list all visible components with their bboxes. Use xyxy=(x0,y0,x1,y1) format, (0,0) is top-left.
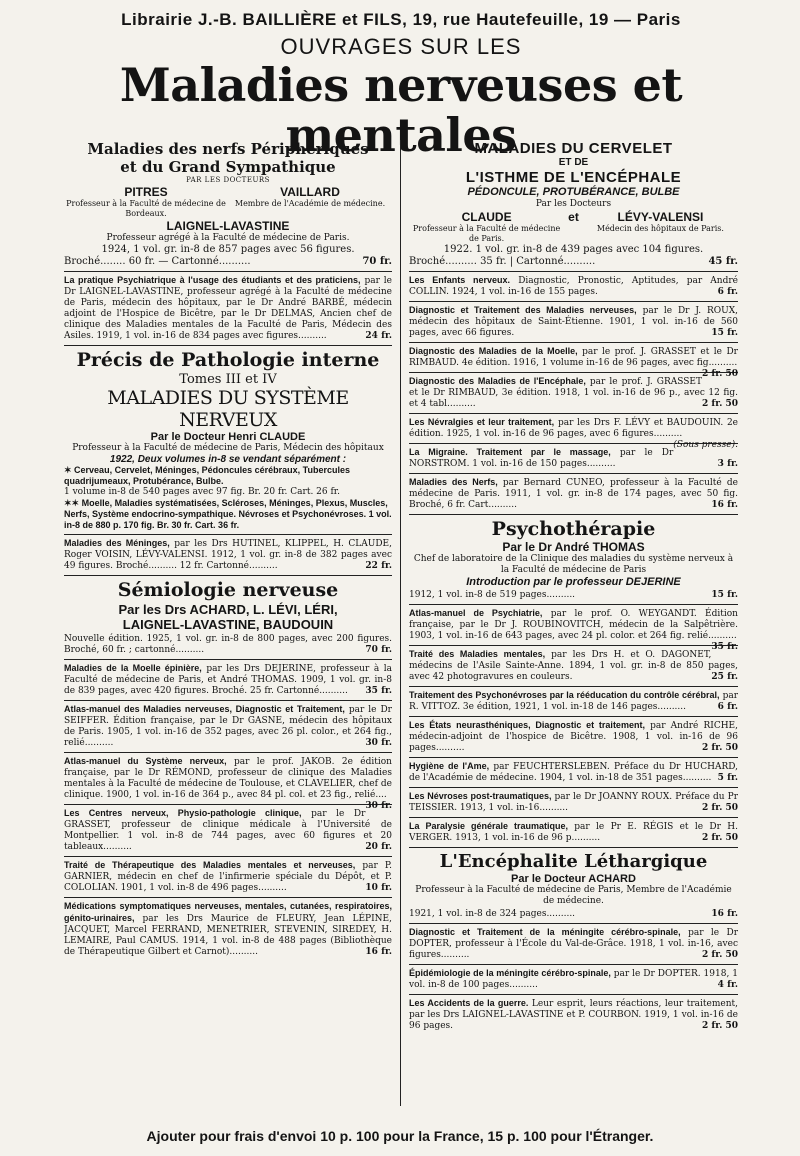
entry-text: Diagnostic, Pronostic, Aptitudes, par André COLLIN. 1924, 1 vol. in-16 de 155 pages. xyxy=(409,276,738,297)
right-b1-par: Par les Docteurs xyxy=(535,199,612,209)
entry-price: 16 fr. xyxy=(365,947,392,957)
book-entry xyxy=(64,808,392,853)
entry-text: par FEUCHTERSLEBEN. Préface du Dr HUCHARD, de l'Académie de médecine. 1904, 1 vol. in-18 de 351 pages.......... xyxy=(409,762,738,783)
divider xyxy=(64,700,392,701)
book-entry xyxy=(64,756,392,811)
entry-text: par le prof. J. GRASSET et le Dr RIMBAUD, 3e édition. 1918, 1 vol. in-16 de 96 p., avec 12 fig. et 4 tabl.......... xyxy=(409,377,738,409)
book-entry xyxy=(409,761,738,784)
divider xyxy=(64,897,392,898)
volume-2: ✶✶ Moelle, Maladies systématisées, Scléroses, Méninges, Plexus, Muscles, Nerfs, Système endocrino-sympathique. Névroses et Psychonévroses. 1 vol. in-8 de 880 p. 170 fig. Br. 30 fr. Cart. 36 fr. xyxy=(64,498,392,530)
author-aff: Professeur à la Faculté de médecine de Bordeaux. xyxy=(66,199,226,218)
left-b3-authors2: LAIGNEL-LAVASTINE, BAUDOUIN xyxy=(122,617,334,632)
entry-price: 16 fr. xyxy=(711,909,738,919)
divider xyxy=(64,659,392,660)
entry-title: La pratique Psychiatrique à l'usage des étudiants et des praticiens, xyxy=(64,275,361,285)
entry-price: 30 fr. xyxy=(365,738,392,748)
header-sur-les: OUVRAGES SUR LES xyxy=(280,34,522,59)
entry-title: Maladies des Méninges, xyxy=(64,538,170,548)
book-entry xyxy=(64,663,392,697)
entry-title: Les Centres nerveux, Physio-pathologie clinique, xyxy=(64,808,302,818)
entry-price: 22 fr. xyxy=(365,561,392,571)
divider xyxy=(409,787,738,788)
book-entry xyxy=(409,649,738,683)
right-b1-title4: PÉDONCULE, PROTUBÉRANCE, BULBE xyxy=(467,186,680,198)
entry-price: 2 fr. 50 xyxy=(702,399,738,409)
price-label: Broché........ 60 fr. — Cartonné.......... xyxy=(64,256,251,267)
divider xyxy=(409,964,738,965)
divider xyxy=(64,804,392,805)
entry-text: par les Drs F. LÉVY et BAUDOUIN. 2e édition. 1925, 1 vol. in-16 de 96 pages, avec 6 figures.......... xyxy=(409,418,738,439)
entry-price: 6 fr. xyxy=(717,702,738,712)
author-aff: Professeur à la Faculté de médecine de Paris. xyxy=(412,224,561,243)
divider xyxy=(409,301,738,302)
divider xyxy=(409,716,738,717)
book-entry xyxy=(64,538,392,572)
entry-title: Atlas-manuel des Maladies nerveuses, Diagnostic et Traitement, xyxy=(64,704,345,714)
entry-title: Les Névralgies et leur traitement, xyxy=(409,417,555,427)
entry-price: 15 fr. xyxy=(711,590,738,600)
right-b1-title2: ET DE xyxy=(558,157,589,168)
book-entry xyxy=(409,477,738,511)
author-name: VAILLARD xyxy=(280,185,340,199)
entry-text: par le Dr NORSTROM. 1 vol. in-16 de 150 pages.......... xyxy=(409,448,674,469)
price: 45 fr. xyxy=(708,256,738,267)
entry-price: (Sous presse). xyxy=(673,440,738,450)
entry-title: Maladies de la Moelle épinière, xyxy=(64,663,202,673)
entry-price: 2 fr. 50 xyxy=(702,1021,738,1031)
left-b3-title: Sémiologie nerveuse xyxy=(117,579,339,601)
entry-text: par le Dr GRASSET, professeur de clinique médicale à l'Université de Montpellier. 1 vol. in-8 de 744 pages, avec 60 figures et 20 tableaux.......... xyxy=(64,809,392,852)
right-b1-title1: MALADIES DU CERVELET xyxy=(474,140,673,157)
entry-text: par P. GARNIER, médecin en chef de l'infirmerie spéciale du Dépôt, et P. COLOLIAN. 1901, 1 vol. in-8 de 496 pages.......... xyxy=(64,861,392,893)
entry-price: 10 fr. xyxy=(365,883,392,893)
book-entry xyxy=(64,901,392,958)
author-name: CLAUDE xyxy=(461,210,512,224)
divider xyxy=(409,342,738,343)
author-laignel: LAIGNEL-LAVASTINE xyxy=(166,219,290,233)
book-entry xyxy=(409,968,738,991)
divider xyxy=(64,856,392,857)
entry-text: par André RICHE, médecin-adjoint de l'hospice de Bicêtre. 1908, 1 vol. in-16 de 96 pages.......... xyxy=(409,721,738,753)
author-et: et xyxy=(568,210,579,224)
left-b3-authors1: Par les Drs ACHARD, L. LÉVI, LÉRI, xyxy=(118,602,338,617)
entry-text: Leur esprit, leurs réactions, leur traitement, par les Drs LAIGNEL-LAVASTINE et P. COURBON. 1919, 1 vol. in-16 de 96 pages. xyxy=(409,999,738,1031)
author-vaillard xyxy=(228,185,392,219)
entry-price: 2 fr. 50 xyxy=(702,369,738,379)
book-entry xyxy=(409,346,738,379)
book-entry xyxy=(409,305,738,339)
author-claude xyxy=(409,210,564,244)
left-b1-par: PAR LES DOCTEURS xyxy=(186,176,270,184)
right-b3-pub xyxy=(409,909,738,920)
catalogue-page xyxy=(0,10,800,1156)
right-column xyxy=(401,140,738,1106)
author-name: LÉVY-VALENSI xyxy=(617,210,704,224)
author-pitres xyxy=(64,185,228,219)
entry-title: La Migraine. Traitement par le massage, xyxy=(409,447,611,457)
book-entry xyxy=(64,704,392,749)
right-b1-title3: L'ISTHME DE L'ENCÉPHALE xyxy=(465,169,682,186)
divider xyxy=(409,645,738,646)
left-b2-subtitle: MALADIES DU SYSTÈME NERVEUX xyxy=(107,387,349,431)
entry-text: Nouvelle édition. 1925, 1 vol. gr. in-8 de 800 pages, avec 200 figures. Broché, 60 fr. ; cartonné.......... xyxy=(64,634,392,655)
left-b2-aff: Professeur à la Faculté de médecine de Paris, Médecin des hôpitaux xyxy=(72,443,384,453)
entry-title: Diagnostic et Traitement des Maladies nerveuses, xyxy=(409,305,637,315)
volume-1: ✶ Cerveau, Cervelet, Méninges, Pédoncules cérébraux, Tubercules quadrijumeaux, Protubérance, Bulbe. xyxy=(64,465,350,486)
price: 70 fr. xyxy=(362,256,392,267)
price-row xyxy=(409,256,738,268)
divider xyxy=(64,271,392,272)
entry-text: par le Dr JOANNY ROUX. Préface du Pr TEISSIER. 1913, 1 vol. in-16.......... xyxy=(409,792,738,813)
entry-price: 35 fr. xyxy=(365,686,392,696)
price-label: Broché.......... 35 fr. | Cartonné.......... xyxy=(409,256,596,267)
right-b2-pub xyxy=(409,590,738,601)
entry-title: Maladies des Nerfs, xyxy=(409,477,498,487)
entry-price: 20 fr. xyxy=(365,842,392,852)
right-b3-author: Par le Docteur ACHARD xyxy=(511,873,636,885)
divider xyxy=(409,686,738,687)
left-b3-pub xyxy=(64,634,392,656)
entry-price: 2 fr. 50 xyxy=(702,833,738,843)
book-entry xyxy=(409,998,738,1032)
divider xyxy=(409,514,738,515)
book-entry xyxy=(409,376,738,410)
divider xyxy=(409,473,738,474)
divider xyxy=(409,847,738,848)
author-name: PITRES xyxy=(124,185,168,199)
book-entry xyxy=(409,927,738,961)
entry-text: par les Drs HUTINEL, KLIPPEL, H. CLAUDE, Roger VOISIN, LÉVY-VALENSI. 1912, 1 vol. gr. in-8 de 382 pages avec 49 figures. Broché.......... 12 fr. Cartonné.......... xyxy=(64,539,392,571)
price-row xyxy=(64,256,392,268)
entry-text: par les Drs H. et O. DAGONET, médecins de l'Asile Sainte-Anne. 1894, 1 vol. gr. in-8 de 850 pages, avec 42 photogravures en couleurs. xyxy=(409,650,738,682)
entry-title: Les États neurasthéniques, Diagnostic et traitement, xyxy=(409,720,645,730)
book-entry xyxy=(409,275,738,298)
divider xyxy=(64,575,392,576)
entry-title: Les Enfants nerveux. xyxy=(409,275,511,285)
divider xyxy=(64,534,392,535)
entry-price: 15 fr. xyxy=(711,328,738,338)
entry-text: par le Pr E. RÉGIS et le Dr H. VERGER. 1913, 1 vol. in-16 de 96 p.......... xyxy=(409,822,738,843)
book-entry xyxy=(64,860,392,894)
author-levy-valensi xyxy=(583,210,738,244)
right-b3-title: L'Encéphalite Léthargique xyxy=(439,851,708,872)
left-b2-note: 1922, Deux volumes in-8 se vendant séparément : xyxy=(109,454,347,465)
entry-title: Diagnostic des Maladies de la Moelle, xyxy=(409,346,578,356)
book-entry xyxy=(64,275,392,342)
shipping-note: Ajouter pour frais d'envoi 10 p. 100 pour la France, 15 p. 100 pour l'Étranger. xyxy=(146,1128,654,1144)
entry-price: 30 fr. xyxy=(365,801,392,811)
right-b2-title: Psychothérapie xyxy=(491,518,656,540)
entry-price: 2 fr. 50 xyxy=(702,803,738,813)
divider xyxy=(409,604,738,605)
divider xyxy=(409,923,738,924)
entry-text: par le Dr J. ROUX, médecin des hôpitaux de Saint-Étienne. 1901, 1 vol. in-16 de 560 pages, avec 66 figures. xyxy=(409,306,738,338)
entry-title: Médications symptomatiques nerveuses, mentales, cutanées, respiratoires, génito-urinaires, xyxy=(64,901,392,923)
right-b3-aff: Professeur à la Faculté de médecine de Paris, Membre de l'Académie de médecine. xyxy=(415,885,732,906)
divider xyxy=(409,413,738,414)
entry-price: 2 fr. 50 xyxy=(702,950,738,960)
entry-price: 25 fr. xyxy=(711,672,738,682)
right-b2-intro: Introduction par le professeur DEJERINE xyxy=(466,576,681,588)
book-entry xyxy=(409,791,738,814)
book-entry xyxy=(409,821,738,844)
entry-text: 1912, 1 vol. in-8 de 519 pages.......... xyxy=(409,590,576,600)
author-aff: Membre de l'Académie de médecine. xyxy=(234,199,386,208)
left-b2-author: Par le Docteur Henri CLAUDE xyxy=(150,431,306,443)
entry-price: 3 fr. xyxy=(717,459,738,469)
entry-price: 70 fr. xyxy=(365,645,392,655)
entry-title: Diagnostic des Maladies de l'Encéphale, xyxy=(409,376,586,386)
entry-text: par les Drs DEJERINE, professeur à la Faculté de médecine de Paris, et André THOMAS. 1909, 1 vol. gr. in-8 de 839 pages, avec 420 figures. Broché. 25 fr. Cartonné.......... xyxy=(64,664,392,696)
entry-price: 35 fr. xyxy=(711,642,738,652)
left-b1-title1: Maladies des nerfs Périphériques xyxy=(87,140,369,158)
entry-title: Atlas-manuel du Système nerveux, xyxy=(64,756,227,766)
entry-title: Traité des Maladies mentales, xyxy=(409,649,546,659)
entry-price: 2 fr. 50 xyxy=(702,743,738,753)
entry-text: par Bernard CUNEO, professeur à la Faculté de médecine de Paris. 1911, 1 vol. gr. in-8 de 174 pages, avec 50 fig. Broché, 6 fr. Cart.......... xyxy=(409,478,738,510)
entry-title: Les Accidents de la guerre. xyxy=(409,998,529,1008)
volume-1-pub: 1 volume in-8 de 540 pages avec 97 fig. Br. 20 fr. Cart. 26 fr. xyxy=(64,487,340,497)
left-b2-title: Précis de Pathologie interne xyxy=(76,349,380,371)
left-column xyxy=(64,140,401,1106)
entry-title: Traité de Thérapeutique des Maladies mentales et nerveuses, xyxy=(64,860,356,870)
entry-title: Les Névroses post-traumatiques, xyxy=(409,791,552,801)
divider xyxy=(409,817,738,818)
right-b1-authors xyxy=(409,210,738,244)
entry-price: 6 fr. xyxy=(717,287,738,297)
left-b2-tomes: Tomes III et IV xyxy=(179,372,277,387)
publisher-banner: Librairie J.-B. BAILLIÈRE et FILS, 19, rue Hautefeuille, 19 — Paris xyxy=(121,10,681,28)
entry-title: Épidémiologie de la méningite cérébro-spinale, xyxy=(409,968,611,978)
entry-text: par le prof. JAKOB. 2e édition française, par le Dr RÉMOND, professeur de clinique des Maladies mentales à la Faculté de médecine de Toulouse, et CLAVELIER, chef de clinique. 1900, 1 vol. in-16 de 364 p., avec 84 pl. col. et 23 fig., relié.... xyxy=(64,757,392,800)
entry-text: par le Dr SEIFFER. Édition française, par le Dr GASNE, médecin des hôpitaux de Paris. 1905, 1 vol. in-16 de 352 pages, avec 26 pl. color., et 264 fig., relié.......... xyxy=(64,705,392,748)
entry-price: 4 fr. xyxy=(717,980,738,990)
divider xyxy=(64,752,392,753)
author-aff: Professeur agrégé à la Faculté de médecine de Paris. xyxy=(106,233,350,243)
left-b1-authors xyxy=(64,185,392,219)
divider xyxy=(409,994,738,995)
divider xyxy=(409,271,738,272)
pub-info: 1924, 1 vol. gr. in-8 de 857 pages avec 56 figures. xyxy=(101,244,355,255)
entry-title: Traitement des Psychonévroses par la rééducation du contrôle cérébral, xyxy=(409,690,720,700)
page-title: Maladies nerveuses et mentales xyxy=(119,58,683,162)
columns xyxy=(64,140,738,1106)
entry-text: par le prof. O. WEYGANDT. Édition française, par le Dr J. ROUBINOVITCH, médecin de la Salpêtrière. 1903, 1 vol. in-16 de 643 pages, avec 24 pl. color. et 264 fig. relié.......... xyxy=(409,609,738,641)
entry-text: par le Dr DOPTER, professeur à l'École du Val-de-Grâce. 1918, 1 vol. in-16, avec figures.......... xyxy=(409,928,738,960)
entry-text: par le Dr DOPTER. 1918, 1 vol. in-8 de 100 pages.......... xyxy=(409,969,738,990)
entry-title: Atlas-manuel de Psychiatrie, xyxy=(409,608,543,618)
entry-title: Diagnostic et Traitement de la méningite cérébro-spinale, xyxy=(409,927,681,937)
book-entry xyxy=(409,417,738,450)
divider xyxy=(409,757,738,758)
entry-title: Hygiène de l'Ame, xyxy=(409,761,490,771)
book-entry xyxy=(409,690,738,713)
entry-title: La Paralysie générale traumatique, xyxy=(409,821,568,831)
book-entry xyxy=(409,720,738,754)
entry-text: par le prof. J. GRASSET et le Dr RIMBAUD. 4e édition. 1916, 1 volume in-16 de 96 pages, avec fig.......... xyxy=(409,347,738,368)
entry-text: par les Drs Maurice de FLEURY, Jean LÉPINE, JACQUET, Marcel FERRAND, MENETRIER, STEVENIN, SIREDEY, H. LEMAIRE, Paul CAMUS. 1914, 1 vol. in-8 de 488 pages (Bibliothèque de Thérapeutique Gilbert et Carnot).......... xyxy=(64,914,392,957)
entry-price: 24 fr. xyxy=(365,331,392,341)
entry-price: 5 fr. xyxy=(717,773,738,783)
entry-text: 1921, 1 vol. in-8 de 324 pages.......... xyxy=(409,909,576,919)
right-b2-aff: Chef de laboratoire de la Clinique des maladies du système nerveux à la Faculté de médecine de Paris xyxy=(413,554,734,575)
author-aff: Médecin des hôpitaux de Paris. xyxy=(596,224,724,233)
divider xyxy=(64,345,392,346)
book-entry xyxy=(409,608,738,652)
entry-text: par le Dr LAIGNEL-LAVASTINE, professeur agrégé à la Faculté de médecine de Paris, médecin des hôpitaux, par le Dr André BARBÉ, médecin adjoint de l'Hospice de Bicêtre, par le Dr DELMAS, Ancien chef de clinique des Maladies mentales de la Faculté de Paris, Médecin des Asiles. 1919, 1 vol. in-16 de 834 pages avec figures.......... xyxy=(64,276,392,341)
pub-info: 1922. 1 vol. gr. in-8 de 439 pages avec 104 figures. xyxy=(443,244,704,255)
entry-price: 16 fr. xyxy=(711,500,738,510)
entry-text: par R. VITTOZ. 3e édition, 1921, 1 vol. in-18 de 146 pages.......... xyxy=(409,691,738,712)
divider xyxy=(409,372,738,373)
right-b2-author: Par le Dr André THOMAS xyxy=(502,540,645,554)
left-b1-title2: et du Grand Sympathique xyxy=(120,158,336,176)
